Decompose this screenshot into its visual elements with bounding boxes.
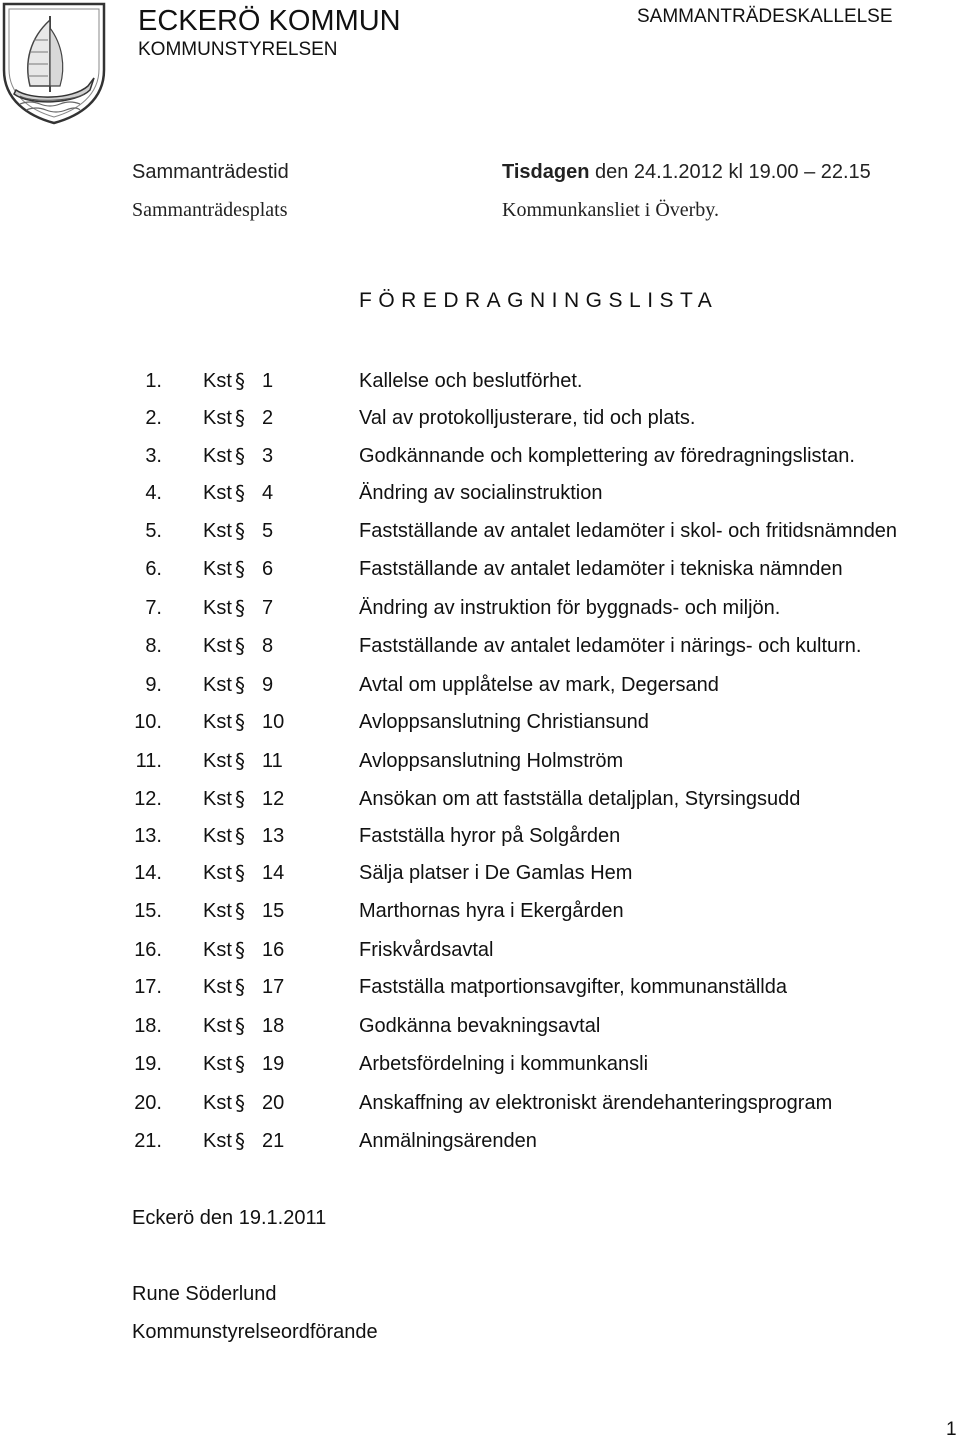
agenda-item-text: Godkänna bevakningsavtal (359, 1015, 601, 1037)
agenda-item-paragraph-number: 8 (262, 635, 274, 657)
agenda-item-paragraph-number: 9 (262, 674, 274, 696)
agenda-item-paragraph-sign: § (235, 938, 245, 962)
agenda-item-paragraph-sign: § (235, 787, 245, 811)
agenda-item-kst: Kst (203, 862, 232, 884)
agenda-item-paragraph-number: 6 (262, 558, 274, 580)
agenda-item-paragraph-number: 3 (262, 445, 274, 467)
agenda-item-text: Ändring av socialinstruktion (359, 482, 603, 504)
agenda-item-kst: Kst (203, 976, 232, 998)
agenda-item-paragraph-number: 10 (262, 711, 285, 733)
agenda-item-text: Kallelse och beslutförhet. (359, 370, 583, 392)
meeting-place-label: Sammanträdesplats (132, 199, 288, 221)
agenda-item-kst: Kst (203, 370, 232, 392)
agenda-item-paragraph-sign: § (235, 634, 245, 658)
agenda-item-paragraph-number: 14 (262, 862, 285, 884)
meeting-time-text: den 24.1.2012 kl 19.00 – 22.15 (595, 161, 871, 183)
agenda-item-kst: Kst (203, 558, 232, 580)
agenda-item-kst: Kst (203, 1015, 232, 1037)
agenda-item-number: 17. (134, 976, 162, 998)
agenda-item-number: 7. (145, 597, 162, 619)
place-date: Eckerö den 19.1.2011 (132, 1207, 327, 1229)
agenda-item-text: Avloppsanslutning Christiansund (359, 711, 649, 733)
agenda-item-kst: Kst (203, 1130, 232, 1152)
agenda-item-paragraph-number: 16 (262, 939, 285, 961)
agenda-item-paragraph-number: 19 (262, 1053, 285, 1075)
agenda-item-paragraph-sign: § (235, 899, 245, 923)
agenda-item-paragraph-sign: § (235, 596, 245, 620)
agenda-item-paragraph-number: 17 (262, 976, 285, 998)
agenda-item-paragraph-sign: § (235, 1129, 245, 1153)
agenda-item-text: Fastställande av antalet ledamöter i närings- och kulturn. (359, 635, 862, 657)
agenda-item-text: Avtal om upplåtelse av mark, Degersand (359, 674, 719, 696)
agenda-item-kst: Kst (203, 597, 232, 619)
agenda-item-text: Godkännande och komplettering av föredragningslistan. (359, 445, 855, 467)
agenda-item-number: 5. (145, 520, 162, 542)
agenda-item-paragraph-number: 13 (262, 825, 285, 847)
agenda-item-number: 19. (134, 1053, 162, 1075)
agenda-item-text: Sälja platser i De Gamlas Hem (359, 862, 633, 884)
agenda-item-paragraph-sign: § (235, 749, 245, 773)
agenda-item-text: Avloppsanslutning Holmström (359, 750, 624, 772)
agenda-item-paragraph-sign: § (235, 861, 245, 885)
agenda-item-number: 2. (145, 407, 162, 429)
agenda-item-number: 21. (134, 1130, 162, 1152)
agenda-item-text: Anmälningsärenden (359, 1130, 537, 1152)
agenda-item-number: 3. (145, 445, 162, 467)
agenda-item-number: 6. (145, 558, 162, 580)
agenda-item-kst: Kst (203, 1092, 232, 1114)
agenda-item-kst: Kst (203, 939, 232, 961)
agenda-item-text: Val av protokolljusterare, tid och plats. (359, 407, 696, 429)
agenda-item-paragraph-sign: § (235, 557, 245, 581)
agenda-item-number: 11. (135, 750, 162, 772)
agenda-title: FÖREDRAGNINGSLISTA (359, 289, 719, 312)
agenda-item-kst: Kst (203, 1053, 232, 1075)
agenda-item-number: 15. (134, 900, 162, 922)
agenda-item-paragraph-number: 5 (262, 520, 274, 542)
agenda-item-number: 13. (134, 825, 162, 847)
agenda-item-kst: Kst (203, 788, 232, 810)
agenda-item-paragraph-number: 18 (262, 1015, 285, 1037)
agenda-item-paragraph-sign: § (235, 710, 245, 734)
agenda-item-text: Ändring av instruktion för byggnads- och miljön. (359, 597, 781, 619)
agenda-item-kst: Kst (203, 674, 232, 696)
agenda-item-kst: Kst (203, 825, 232, 847)
organization-name: ECKERÖ KOMMUN (138, 5, 401, 37)
agenda-item-paragraph-sign: § (235, 1052, 245, 1076)
agenda-item-text: Fastställa hyror på Solgården (359, 825, 621, 847)
agenda-item-kst: Kst (203, 520, 232, 542)
agenda-item-paragraph-sign: § (235, 444, 245, 468)
agenda-item-paragraph-number: 15 (262, 900, 285, 922)
agenda-item-kst: Kst (203, 445, 232, 467)
municipal-crest-icon (0, 0, 108, 126)
agenda-item-text: Marthornas hyra i Ekergården (359, 900, 624, 922)
document-type: SAMMANTRÄDESKALLELSE (637, 6, 893, 27)
agenda-item-number: 20. (134, 1092, 162, 1114)
agenda-item-kst: Kst (203, 750, 232, 772)
agenda-item-paragraph-number: 1 (262, 370, 274, 392)
page-number: 1 (946, 1419, 957, 1440)
agenda-item-text: Fastställande av antalet ledamöter i skol- och fritidsnämnden (359, 520, 898, 542)
agenda-item-paragraph-number: 21 (262, 1130, 285, 1152)
agenda-item-paragraph-number: 4 (262, 482, 274, 504)
agenda-item-kst: Kst (203, 711, 232, 733)
agenda-item-paragraph-number: 20 (262, 1092, 285, 1114)
meeting-time-value (502, 160, 871, 184)
agenda-item-kst: Kst (203, 635, 232, 657)
board-name: KOMMUNSTYRELSEN (138, 39, 338, 60)
agenda-item-paragraph-sign: § (235, 406, 245, 430)
agenda-item-number: 1. (145, 370, 162, 392)
signer-name: Rune Söderlund (132, 1283, 277, 1305)
meeting-time-label: Sammanträdestid (132, 161, 289, 183)
agenda-item-paragraph-number: 12 (262, 788, 285, 810)
agenda-item-number: 18. (134, 1015, 162, 1037)
agenda-item-number: 8. (145, 635, 162, 657)
agenda-item-number: 12. (134, 788, 162, 810)
agenda-item-paragraph-sign: § (235, 481, 245, 505)
agenda-item-text: Ansökan om att fastställa detaljplan, Styrsingsudd (359, 788, 801, 810)
agenda-item-paragraph-sign: § (235, 1014, 245, 1038)
agenda-item-paragraph-sign: § (235, 519, 245, 543)
agenda-item-paragraph-sign: § (235, 975, 245, 999)
agenda-item-number: 16. (134, 939, 162, 961)
agenda-item-text: Friskvårdsavtal (359, 939, 494, 961)
agenda-item-number: 9. (145, 674, 162, 696)
meeting-day: Tisdagen (502, 161, 590, 183)
agenda-item-kst: Kst (203, 482, 232, 504)
agenda-item-paragraph-sign: § (235, 1091, 245, 1115)
agenda-item-number: 10. (134, 711, 162, 733)
agenda-item-number: 14. (134, 862, 162, 884)
agenda-item-kst: Kst (203, 900, 232, 922)
signer-title: Kommunstyrelseordförande (132, 1321, 378, 1343)
agenda-item-paragraph-number: 2 (262, 407, 274, 429)
agenda-item-text: Anskaffning av elektroniskt ärendehanteringsprogram (359, 1092, 833, 1114)
agenda-item-paragraph-sign: § (235, 824, 245, 848)
meeting-place-value: Kommunkansliet i Överby. (502, 199, 720, 221)
agenda-item-paragraph-number: 7 (262, 597, 274, 619)
agenda-item-text: Arbetsfördelning i kommunkansli (359, 1053, 649, 1075)
agenda-item-number: 4. (145, 482, 162, 504)
agenda-item-paragraph-sign: § (235, 369, 245, 393)
agenda-item-text: Fastställande av antalet ledamöter i tekniska nämnden (359, 558, 843, 580)
agenda-item-text: Fastställa matportionsavgifter, kommunanställda (359, 976, 787, 998)
agenda-item-kst: Kst (203, 407, 232, 429)
agenda-item-paragraph-number: 11 (262, 750, 283, 772)
agenda-item-paragraph-sign: § (235, 673, 245, 697)
